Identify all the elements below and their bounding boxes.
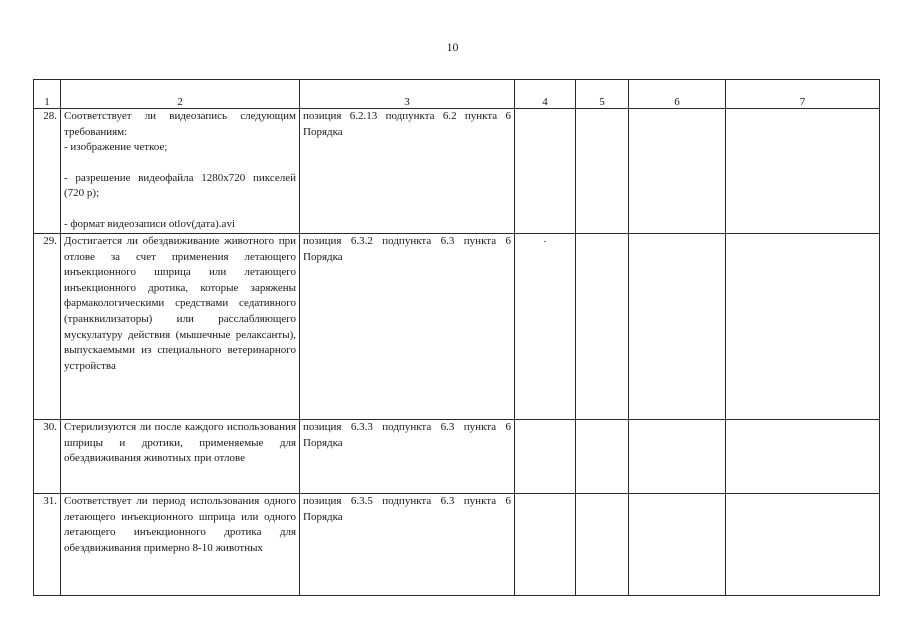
result-cell-6: [629, 109, 726, 234]
question-text: Достигается ли обездвиживание животного при отлове за счет применения летающего инъекционного шприца или летающего инъекционного дротика, которые заряжены фармакологическими средствами седативного (транквилизаторы) или расслабляющего мускулатуру действия (мышечные релаксанты), выпускаемыми из специального ветеринарного устройства: [64, 235, 296, 372]
question-cell: [61, 109, 300, 234]
reference-cell: позиция 6.2.13 подпункта 6.2 пункта 6 Порядка: [300, 109, 515, 234]
result-cell-6: [629, 494, 726, 596]
result-cell-5: [576, 494, 629, 596]
result-cell-5: [576, 420, 629, 494]
page-number: 10: [446, 40, 459, 54]
reference-cell: позиция 6.3.2 подпункта 6.3 пункта 6 Порядка: [300, 234, 515, 420]
table-row: [34, 494, 880, 596]
table-row: [34, 234, 880, 420]
header-row: [34, 80, 880, 109]
result-cell-5: [576, 234, 629, 420]
result-cell-4: [515, 109, 576, 234]
result-cell-7: [726, 109, 880, 234]
question-text: - изображение четкое;: [64, 141, 168, 154]
column-header-7: 7: [726, 80, 880, 109]
row-number: 31.: [34, 494, 61, 596]
table-row: [34, 109, 880, 234]
column-header-3: 3: [300, 80, 515, 109]
column-header-5: 5: [576, 80, 629, 109]
question-text: [64, 202, 296, 217]
question-text: Соответствует ли период использования одного летающего инъекционного шприца или одного летающего инъекционного дротика для обездвиживания примерно 8-10 животных: [64, 495, 296, 554]
reference-cell: позиция 6.3.5 подпункта 6.3 пункта 6 Порядка: [300, 494, 515, 596]
row-number: 29.: [34, 234, 61, 420]
question-text: - разрешение видеофайла 1280x720 пикселей (720 p);: [64, 171, 296, 200]
column-header-1: 1: [34, 80, 61, 109]
question-cell: [61, 234, 300, 420]
table-row: [34, 420, 880, 494]
reference-cell: позиция 6.3.3 подпункта 6.3 пункта 6 Порядка: [300, 420, 515, 494]
result-cell-6: [629, 234, 726, 420]
result-cell-7: [726, 494, 880, 596]
result-cell-7: [726, 420, 880, 494]
column-header-6: 6: [629, 80, 726, 109]
column-header-4: 4: [515, 80, 576, 109]
row-number: 30.: [34, 420, 61, 494]
result-cell-5: [576, 109, 629, 234]
result-cell-6: [629, 420, 726, 494]
stray-mark: .: [543, 233, 547, 245]
checklist-table: [33, 79, 880, 596]
question-text: Соответствует ли видеозапись следующим требованиям:: [64, 110, 296, 138]
question-text: Стерилизуются ли после каждого использования шприцы и дротики, применяемые для обездвиживания животных при отлове: [64, 421, 296, 465]
question-text: - формат видеозаписи otlov(дата).avi: [64, 217, 235, 230]
question-cell: [61, 494, 300, 596]
result-cell-4: [515, 234, 576, 420]
row-number: 28.: [34, 109, 61, 234]
question-cell: [61, 420, 300, 494]
result-cell-7: [726, 234, 880, 420]
result-cell-4: [515, 494, 576, 596]
column-header-2: 2: [61, 80, 300, 109]
result-cell-4: [515, 420, 576, 494]
question-text: [64, 156, 296, 171]
